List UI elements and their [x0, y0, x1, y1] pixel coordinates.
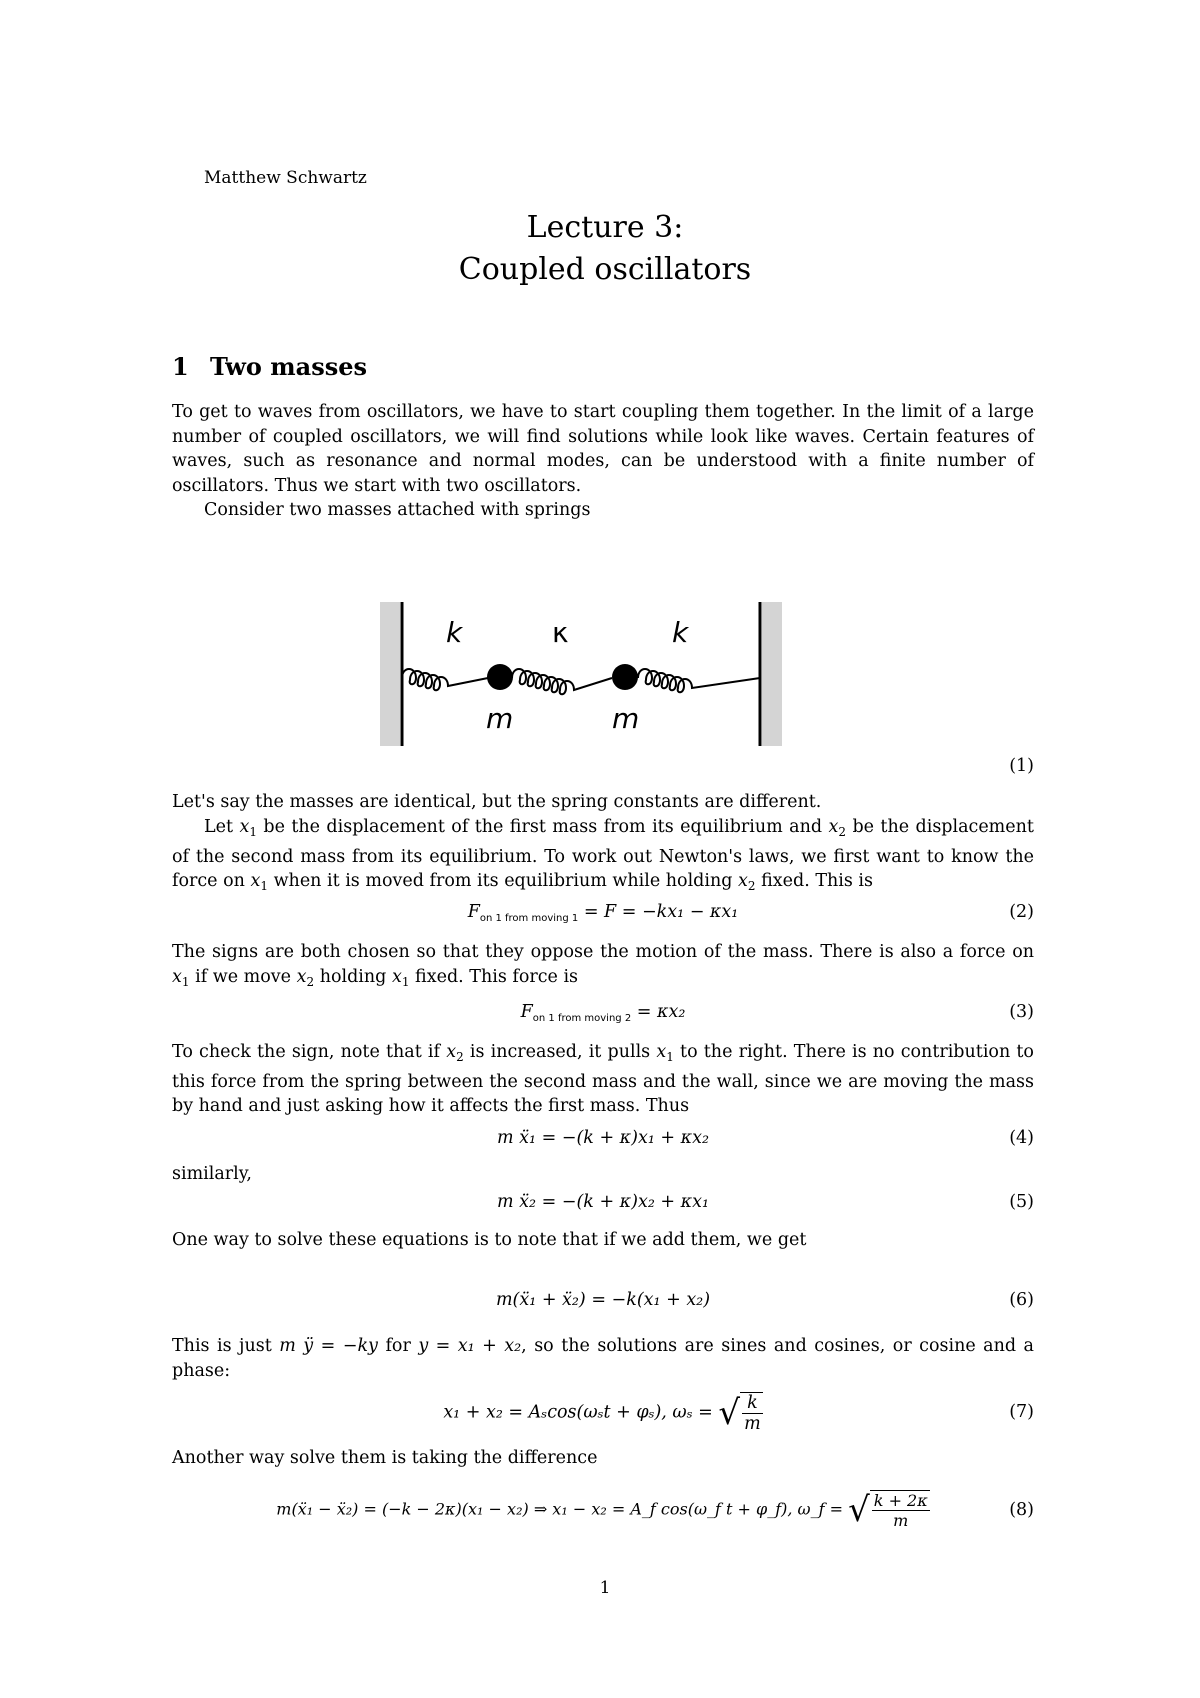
difference-paragraph: Another way solve them is taking the difference — [172, 1448, 598, 1468]
text: fixed. This is — [761, 871, 874, 891]
consider-paragraph: Consider two masses attached with springs — [204, 500, 591, 520]
equation-body: $F_{on 1 from moving 2} = \kappa x_2$ — [520, 1002, 686, 1024]
equation-body: x₁ + x₂ = Aₛcos(ωₛt + φₛ), ωₛ = √ $\frac{k}{m}$ — [443, 1393, 761, 1434]
solution-paragraph: This is just m ÿ = −ky for y = x₁ + x₂, so the solutions are sines and cosines, or cosine and a phase: — [172, 1336, 1034, 1381]
lecture-title-line2: Coupled oscillators — [458, 252, 752, 287]
equation-4 — [172, 1128, 1034, 1156]
equation-5 — [172, 1192, 1034, 1220]
equation-8 — [172, 1490, 1034, 1540]
left-wall-shade — [380, 602, 400, 746]
page-number: 1 — [599, 1578, 611, 1598]
equation-body: m ẍ₂ = −(k + κ)x₂ + κx₁ — [496, 1192, 710, 1212]
sqrt-symbol: √ — [848, 1490, 870, 1530]
spring-mass-figure — [376, 598, 786, 750]
equation-number: (1) — [1009, 756, 1034, 776]
label-m-left: m — [486, 702, 514, 735]
left-spring — [402, 669, 488, 690]
var-x1: $x_1$ — [239, 817, 257, 839]
equation-7 — [172, 1392, 1034, 1436]
equation-number: (7) — [1009, 1402, 1034, 1422]
label-kappa: κ — [552, 616, 569, 649]
add-equations-paragraph: One way to solve these equations is to note that if we add them, we get — [172, 1230, 807, 1250]
var-x1: $x_1$ — [250, 871, 268, 893]
right-spring — [638, 669, 760, 692]
equation-number: (4) — [1009, 1128, 1034, 1148]
label-m-right: m — [612, 702, 640, 735]
equation-body: m ẍ₁ = −(k + κ)x₁ + κx₂ — [496, 1128, 710, 1148]
section-title: Two masses — [210, 352, 367, 381]
similarly-text: similarly, — [172, 1164, 252, 1184]
section-number: 1 — [172, 352, 189, 381]
displacement-paragraph — [172, 815, 1034, 899]
label-k-left: k — [446, 616, 463, 649]
text: Let — [204, 817, 234, 837]
lecture-title-line1: Lecture 3: — [526, 210, 684, 245]
equation-6 — [172, 1290, 1034, 1318]
equation-2 — [172, 902, 1034, 930]
var-x2: $x_2$ — [828, 817, 847, 839]
masses-identical-paragraph: Let's say the masses are identical, but the spring constants are different. — [172, 792, 822, 812]
equation-body: m(ẍ₁ − ẍ₂) = (−k − 2κ)(x₁ − x₂) ⇒ x₁ − x₂ = A_f cos(ω_f t + φ_f), ω_f = √ $\frac{k + 2\kappa}{m}$ — [276, 1490, 928, 1530]
equation-number: (3) — [1009, 1002, 1034, 1022]
equation-3 — [172, 1002, 1034, 1030]
author-name: Matthew Schwartz — [204, 168, 367, 188]
section-heading — [172, 352, 367, 381]
mass-1 — [487, 664, 513, 690]
equation-number: (2) — [1009, 902, 1034, 922]
equation-number: (5) — [1009, 1192, 1034, 1212]
sqrt-symbol: √ — [718, 1393, 741, 1433]
equation-1 — [172, 756, 1034, 784]
right-wall-shade — [762, 602, 782, 746]
text: be the displacement of the first mass from its equilibrium and — [263, 817, 823, 837]
intro-paragraph: To get to waves from oscillators, we have to start coupling them together. In the limit of a large number of coupled oscillators, we will find solutions while look like waves. Certain features of waves, such as resonance and normal modes, can be understood with a finite number of oscillators. Thus we start with two oscillators. — [172, 402, 1034, 496]
equation-number: (6) — [1009, 1290, 1034, 1310]
text: be the displacement of the second mass from its equilibrium. To work out Newton's laws, we first want to know the force on — [172, 817, 1034, 891]
signs-paragraph: The signs are both chosen so that they oppose the motion of the mass. There is also a force on $x_1$ if we move $x_2$ holding $x_1$ fixed. This force is — [172, 942, 1034, 989]
equation-number: (8) — [1009, 1500, 1034, 1520]
label-k-right: k — [672, 616, 689, 649]
text: when it is moved from its equilibrium while holding — [273, 871, 733, 891]
equation-body: m(ẍ₁ + ẍ₂) = −k(x₁ + x₂) — [495, 1290, 711, 1310]
check-sign-paragraph: To check the sign, note that if $x_2$ is increased, it pulls $x_1$ to the right. There is no contribution to this force from the spring between the second mass and the wall, since we are moving the mass by hand and just asking how it affects the first mass. Thus — [172, 1042, 1034, 1116]
equation-body: $F_{on 1 from moving 1} = F = -kx_1 - \kappa x_1$ — [467, 902, 739, 924]
mass-2 — [612, 664, 638, 690]
middle-spring — [512, 669, 612, 694]
var-x2: $x_2$ — [738, 871, 756, 893]
